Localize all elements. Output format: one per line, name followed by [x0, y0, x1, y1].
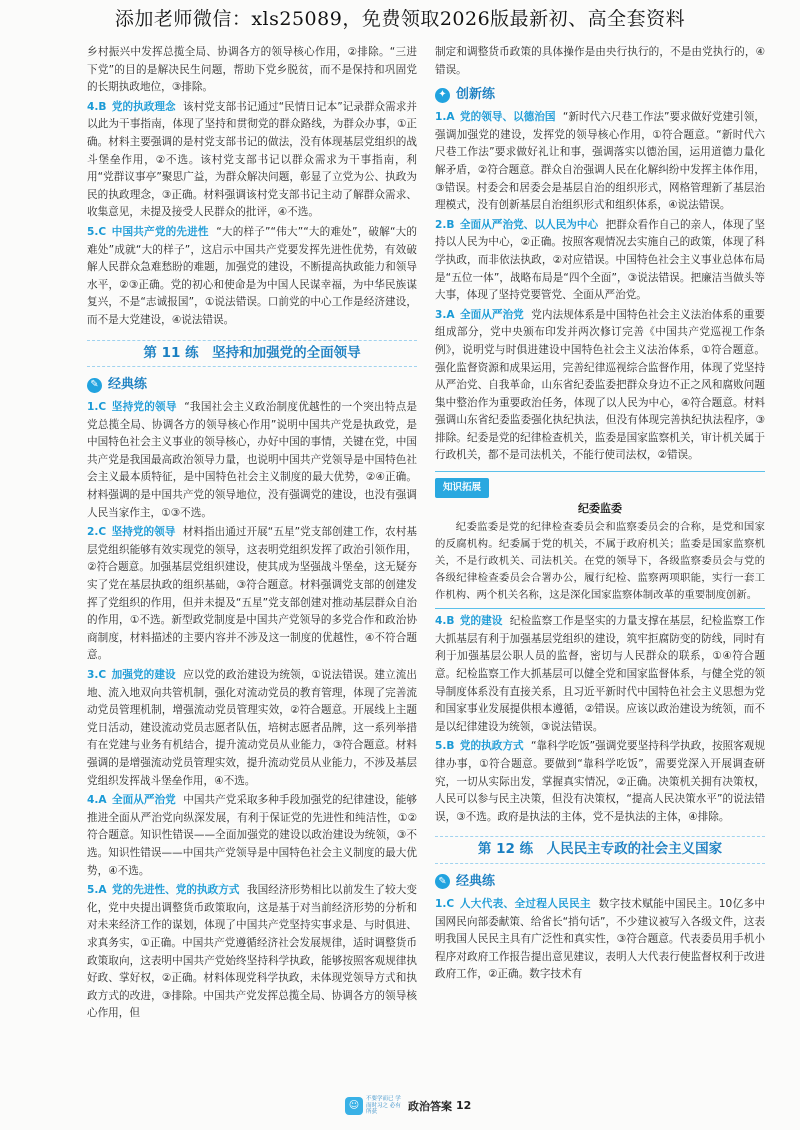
right-column: [435, 44, 765, 986]
knowledge-point: 党的执政方式: [459, 740, 524, 753]
knowledge-point: 全面从严治党、以人民为中心: [459, 218, 599, 231]
answer-text: “大的样子”“伟大”“大的难处”，破解“大的难处”成就“大的样子”，这启示中国共产党要发挥先进性优势，有效破解人民群众急难愁盼的难题，加强党的建设，不断提高执政能力和领导水平，②③正确。党的初心和使命是为中国人民谋幸福，为中华民族谋复兴，不是“志诚报国”，①说法错误。口前党的中心工作是经济建设，而不是大党建设，④说法错误。: [87, 225, 418, 326]
answer-item: [87, 99, 417, 222]
pencil-icon: ✎: [87, 378, 102, 393]
knowledge-point: 党的执政理念: [111, 100, 176, 113]
answer-item: [87, 524, 417, 665]
answer-item: [435, 896, 765, 984]
answer-text: 数字技术赋能中国民主。10亿多中国网民向部委献策、给省长“捎句话”，不少建议被写入各级文件，这表明我国人民民主具有广泛性和真实性，③符合题意。代表委员用手机小程序对政府工作报告提出意见建议，表明人大代表行使监督权利于改进政府工作，②正确。数字技术有: [435, 897, 766, 981]
lesson-title: 第 12 练 人民民主专政的社会主义国家: [435, 836, 765, 864]
answer-item: [435, 613, 765, 736]
knowledge-point: 党的建设: [459, 615, 503, 628]
answer-text: 纪检监察工作是坚实的力量支撑在基层，纪检监察工作大抓基层有利于加强基层党组织的建设，筑牢拒腐防变的防线，同时有利于加强基层公职人员的监督，密切与人民群众的联系，①④符合题意。纪检监察工作大抓基层可以健全党和国家监督体系，与健全党的领导制度体系没有直接关系，且习近平新时代中国特色社会主义思想为党和国家事业发展提供根本遵循，②错误。应该以政治建设为统领，而不是以纪律建设为统领，③说法错误。: [435, 615, 766, 733]
answer-item: [435, 307, 765, 465]
question-number: 5.C: [87, 225, 107, 238]
left-column: [87, 44, 417, 1025]
question-number: 3.C: [87, 669, 107, 681]
pencil-icon: ✎: [435, 874, 450, 889]
answer-text: 应以党的政治建设为统领，①说法错误。建立流出地、流入地双向共管机制，强化对流动党员的教育管理，体现了完善流动党员管理机制，增强流动党员管理实效，②符合题意。开展线上主题党日活动，建设流动党员志愿者队伍，培树志愿者品牌，这一系列举措有在党建与业务有机结合，提升流动党员从业能力，③符合题意。材料强调的是增强流动党员管理实效，提升流动党员从业能力，不涉及基层党组织发挥战斗堡垒作用，④不选。: [87, 669, 418, 787]
question-number: 2.C: [87, 526, 107, 539]
question-number: 5.B: [435, 740, 455, 753]
answer-text: “新时代六尺巷工作法”要求做好党建引领，强调加强党的建设，发挥党的领导核心作用，①符合题意。“新时代六尺巷工作法”要求做好礼让和事，强调落实以德治国，运用道德力量化解矛盾，②符合题意。群众自治强调人民在化解纠纷中发挥主体作用，③错误。村委会和居委会是基层自治的组织形式，网格管理新了基层治理模式，没有创新基层自治组织形式和组织体系，④说法错误。: [435, 111, 765, 212]
answer-text: 我国经济形势相比以前发生了较大变化，党中央提出调整货币政策取向，这是基于对当前经济形势的分析和对未来经济工作的谋划，体现了中国共产党坚持实事求是、与时俱进、求真务实，①正确。中国共产党遵循经济社会发展规律，适时调整货币政策取向，这表明中国共产党始终坚持科学执政，能够按照客观规律执好政、掌好权，②正确。材料体现党科学执政，未体现党领导方式和执政方式的改进，③排除。中国共产党发挥总揽全局、协调各方的领导核心作用，但: [87, 884, 417, 1020]
answer-item: [87, 882, 417, 1023]
extension-body: 纪委监委是党的纪律检查委员会和监察委员会的合称，是党和国家的反腐机构。纪委属于党的机关，不属于政府机关；监委是国家监察机关，不是行政机关、司法机关。在党的领导下，各级监察委员会与党的各级纪律检查委员会合署办公，履行纪检、监察两项职能，实行一套工作机构、两个机关名称，这是深化国家监察体制改革的重要制度创新。: [435, 519, 765, 609]
answer-item: [435, 217, 765, 305]
lightbulb-icon: ✦: [435, 88, 450, 103]
extension-title: 纪委监委: [578, 501, 622, 515]
answer-text: “靠科学吃饭”强调党要坚持科学执政，按照客观规律办事，①符合题意。要做到“靠科学吃饭”，需要党深入开展调查研究，一切从实际出发，掌握真实情况，②正确。决策机关拥有决策权，人民可以参与民主决策，但没有决策权，“提高人民决策水平”的说法错误，③不选。政府是执法的主体，党不是执法的主体，④排除。: [435, 740, 766, 823]
page-number: 12: [456, 1099, 472, 1113]
answer-text: 该村党支部书记通过“民情日记本”记录群众需求并以此为干事指南，体现了坚持和贯彻党的群众路线，为群众办事，①正确。材料主要强调的是村党支部书记的做法，没有体现基层党组织的战斗堡垒作用，②不选。该村党支部书记以群众需求为干事指南，利用“党群议事亭”聚思广益，为群众解决问题，彰显了立党为公、执政为民的执政理念，③正确。材料强调该村党支部书记主动了解群众需求、收集意见，未提及接受人民群众的批评，④不选。: [87, 100, 418, 219]
answer-text: 党内法规体系是中国特色社会主义法治体系的重要组成部分，党中央颁布印发并两次修订完善《中国共产党巡视工作条例》，说明党与时俱进建设中国特色社会主义法治体系，①符合题意。强化监督资源和成果运用，完善纪律巡视综合监督作用，体现了党坚持从严治党、自我革命，山东省纪委监委把群众身边不正之风和腐败问题集中整治作为重要政治任务，体现了以人民为中心，④符合题意。材料强调山东省纪委监委强化执纪执法，但没有体现完善执纪执法程序，③排除。纪委是党的纪律检查机关，监委是国家监察机关，审计机关属于行政机关，都不是司法机关，不能行使司法权，②错误。: [435, 308, 765, 462]
answer-item: [435, 738, 765, 826]
mascot-icon: ☺: [345, 1097, 363, 1115]
section-header: [435, 872, 765, 892]
answer-item: [87, 224, 417, 330]
question-number: 1.C: [435, 897, 455, 910]
knowledge-extension-box: [435, 471, 765, 609]
knowledge-point: 坚持党的领导: [111, 401, 177, 414]
answer-text: 中国共产党采取多种手段加强党的纪律建设，能够推进全面从严治党向纵深发展，有利于保证党的先进性和纯洁性，①②符合题意。知识性错误——全面加强党的建设以政治建设为统领，③不选。知识性错误——中国共产党领导是中国特色社会主义制度的最大优势，④不选。: [87, 794, 417, 877]
continued-answer: 乡村振兴中发挥总揽全局、协调各方的领导核心作用，②排除。“三进下党”的目的是解决民生问题，帮助下党乡脱贫，而不是保持和巩固党的长期执政地位，③排除。: [87, 46, 417, 94]
page-footer: [345, 1096, 471, 1116]
question-number: 3.A: [435, 308, 455, 321]
answer-item: [435, 109, 765, 215]
question-number: 2.B: [435, 218, 455, 231]
knowledge-point: 中国共产党的先进性: [111, 225, 209, 238]
knowledge-point: 党的领导、以德治国: [460, 111, 556, 124]
section-title: 经典练: [108, 377, 148, 393]
section-header: [435, 85, 765, 105]
footer-subject: 政治答案: [408, 1099, 452, 1113]
answer-item: [87, 399, 417, 522]
answer-text: “我国社会主义政治制度优越性的一个突出特点是党总揽全局、协调各方的领导核心作用”说明中国共产党是执政党，是中国特色社会主义事业的领导核心，办好中国的事情，关键在党，中国共产党是我国最高政治领导力量，也说明中国共产党领导是中国特色社会主义最本质特征，是中国特色社会主义制度的最大优势，②④正确。材料强调的是中国共产党的领导地位，没有强调党的建设，也没有强调人民当家作主，①③不选。: [87, 401, 417, 519]
question-number: 1.A: [435, 111, 455, 124]
question-number: 5.A: [87, 884, 107, 897]
answer-text: 材料指出通过开展“五星”党支部创建工作，农村基层党组织能够有效实现党的领导，这表明党组织发挥了政治引领作用，②符合题意。加强基层党组织建设，使其成为坚强战斗堡垒，这无疑夯实了党在基层执政的组织基础，③符合题意。材料强调党支部的创建发挥了党组织的作用，但并未提及“五星”党支部创建对推动基层群众自治的作用，①不选。新型政党制度是中国共产党领导的多党合作和政治协商制度，材料描述的主要内容并不涉及这一制度的优越性，④不符合题意。: [87, 526, 417, 662]
extension-tag: 知识拓展: [435, 478, 489, 498]
footer-slogan: 不要学而已 学而时习之 必有所获: [366, 1096, 401, 1115]
answer-item: [87, 667, 417, 790]
knowledge-point: 人大代表、全过程人民民主: [459, 897, 591, 910]
knowledge-point: 加强党的建设: [111, 669, 176, 681]
question-number: 4.A: [87, 794, 107, 807]
continued-answer: 制定和调整货币政策的具体操作是由央行执行的，不是由党执行的，④错误。: [435, 46, 765, 76]
knowledge-point: 全面从严治党: [112, 794, 176, 807]
promo-banner: 添加老师微信：xls25089，免费领取2026版最新初、高全套资料: [114, 8, 686, 30]
question-number: 1.C: [87, 401, 107, 414]
question-number: 4.B: [87, 100, 107, 113]
question-number: 4.B: [435, 615, 455, 628]
lesson-title: 第 11 练 坚持和加强党的全面领导: [87, 340, 417, 368]
answer-text: 把群众看作自己的亲人，体现了坚持以人民为中心，②正确。按照客观情况去实施自己的政策，体现了科学执政，而非依法执政，②对应错误。中国特色社会主义事业总体布局是“五位一体”，战略布局是“四个全面”，③说法错误。把廉洁当做头等大事，体现了坚持党要管党、全面从严治党。: [435, 218, 766, 302]
answer-item: [87, 792, 417, 880]
knowledge-point: 坚持党的领导: [111, 526, 176, 539]
section-title: 经典练: [456, 874, 496, 890]
section-title: 创新练: [456, 87, 496, 103]
knowledge-point: 全面从严治党: [460, 308, 524, 321]
section-header: [87, 375, 417, 395]
knowledge-point: 党的先进性、党的执政方式: [112, 884, 240, 897]
